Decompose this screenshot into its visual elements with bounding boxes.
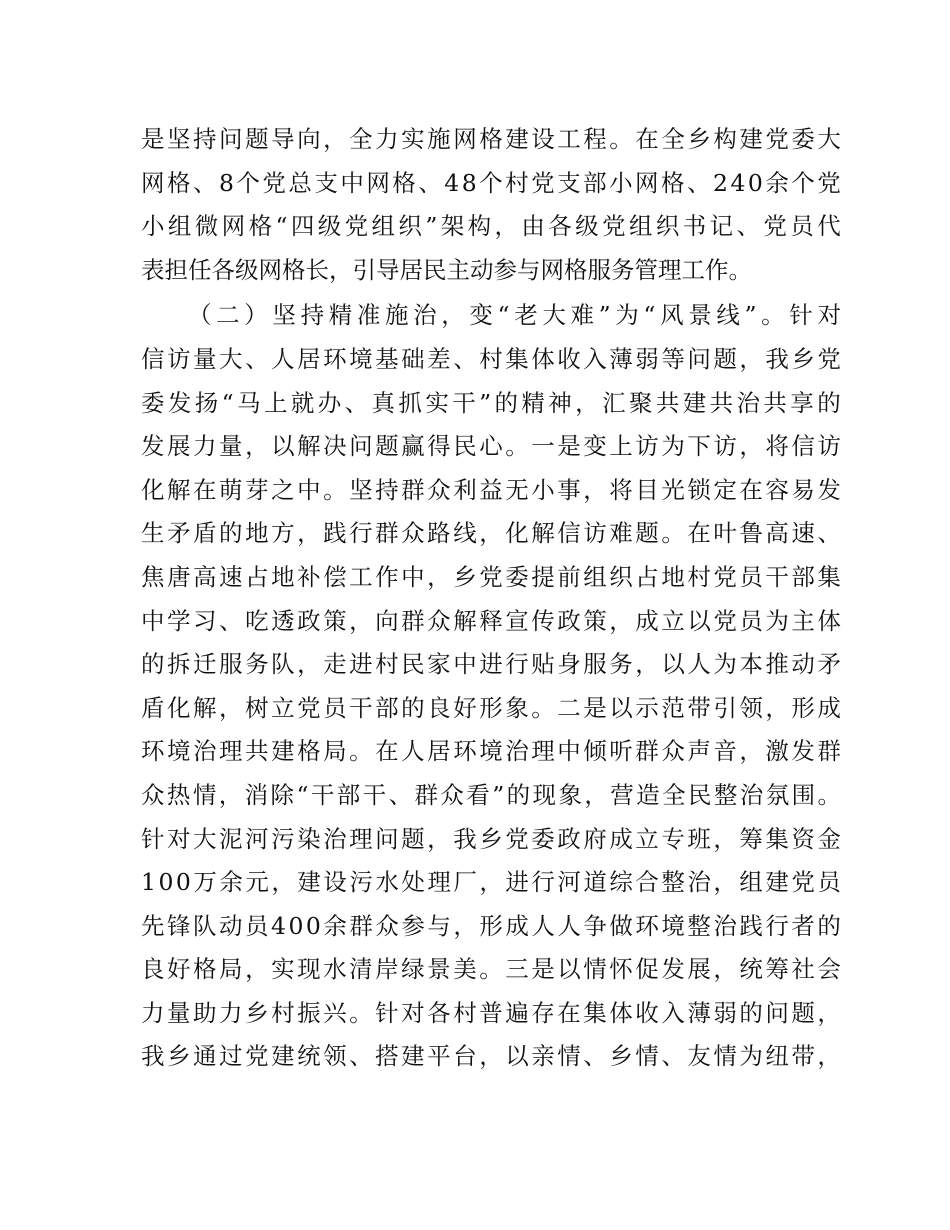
- paragraph-2-line-3: 委 发 扬 “ 马 上 就 办 、 真 抓 实 干 ” 的 精 神 ， 汇 聚 共 建 共 治 共 享 的: [141, 388, 841, 417]
- body-text: [141, 118, 841, 1079]
- paragraph-2-line-18: 我 乡 通 过 党 建 统 领 、 搭 建 平 台 ， 以 亲 情 、 乡 情 、 友 情 为 纽 带 ，: [141, 1042, 841, 1071]
- paragraph-2-line-13: 针 对 大 泥 河 污 染 治 理 问 题 ， 我 乡 党 委 政 府 成 立 专 班 ， 筹 集 资 金: [141, 824, 841, 853]
- paragraph-2-line-14: 1 0 0 万 余 元 ， 建 设 污 水 处 理 厂 ， 进 行 河 道 综 合 整 治 ， 组 建 党 员: [141, 868, 841, 897]
- paragraph-2-line-4: 发 展 力 量 ， 以 解 决 问 题 赢 得 民 心 。 一 是 变 上 访 为 下 访 ， 将 信 访: [141, 432, 841, 461]
- paragraph-2-line-9: 的 拆 迁 服 务 队 ， 走 进 村 民 家 中 进 行 贴 身 服 务 ， 以 人 为 本 推 动 矛: [141, 650, 841, 679]
- paragraph-2-line-12: 众 热 情 ， 消 除 “ 干 部 干 、 群 众 看 ” 的 现 象 ， 营 造 全 民 整 治 氛 围 。: [141, 780, 841, 809]
- paragraph-2-line-15: 先 锋 队 动 员 4 0 0 余 群 众 参 与 ， 形 成 人 人 争 做 环 境 整 治 践 行 者 的: [141, 911, 841, 940]
- paragraph-1-line-1: 是 坚 持 问 题 导 向 ， 全 力 实 施 网 格 建 设 工 程 。 在 全 乡 构 建 党 委 大: [141, 125, 841, 153]
- paragraph-1-line-2: 网 格 、 8 个 党 总 支 中 网 格 、 4 8 个 村 党 支 部 小 网 格 、 2 4 0 余 个 党: [141, 168, 841, 197]
- paragraph-1-line-3: 小 组 微 网 格 “ 四 级 党 组 织 ” 架 构 ， 由 各 级 党 组 织 书 记 、 党 员 代: [141, 212, 841, 241]
- paragraph-2-line-5: 化 解 在 萌 芽 之 中 。 坚 持 群 众 利 益 无 小 事 ， 将 目 光 锁 定 在 容 易 发: [141, 475, 841, 504]
- paragraph-2-line-8: 中 学 习 、 吃 透 政 策 ， 向 群 众 解 释 宣 传 政 策 ， 成 立 以 党 员 为 主 体: [141, 606, 841, 635]
- paragraph-2-line-17: 力 量 助 力 乡 村 振 兴 。 针 对 各 村 普 遍 存 在 集 体 收 入 薄 弱 的 问 题 ，: [141, 998, 841, 1027]
- paragraph-2-line-16: 良 好 格 局 ， 实 现 水 清 岸 绿 景 美 。 三 是 以 情 怀 促 发 展 ， 统 筹 社 会: [141, 955, 841, 984]
- paragraph-1-line-4: 表担任各级网格长，引导居民主动参与网格服务管理工作。: [141, 255, 752, 284]
- paragraph-2-line-6: 生 矛 盾 的 地 方 ， 践 行 群 众 路 线 ， 化 解 信 访 难 题 。 在 叶 鲁 高 速 、: [141, 519, 841, 548]
- paragraph-2-line-7: 焦 唐 高 速 占 地 补 偿 工 作 中 ， 乡 党 委 提 前 组 织 占 地 村 党 员 干 部 集: [141, 562, 841, 591]
- paragraph-2-line-10: 盾 化 解 ， 树 立 党 员 干 部 的 良 好 形 象 。 二 是 以 示 范 带 引 领 ， 形 成: [141, 693, 841, 722]
- paragraph-2-line-2: 信 访 量 大 、 人 居 环 境 基 础 差 、 村 集 体 收 入 薄 弱 等 问 题 ， 我 乡 党: [141, 344, 841, 373]
- paragraph-2-line-1: （ 二 ） 坚 持 精 准 施 治 ， 变 “ 老 大 难 ” 为 “ 风 景 线 ” 。 针 对: [188, 301, 841, 330]
- paragraph-2-line-11: 环 境 治 理 共 建 格 局 。 在 人 居 环 境 治 理 中 倾 听 群 众 声 音 ， 激 发 群: [141, 737, 841, 766]
